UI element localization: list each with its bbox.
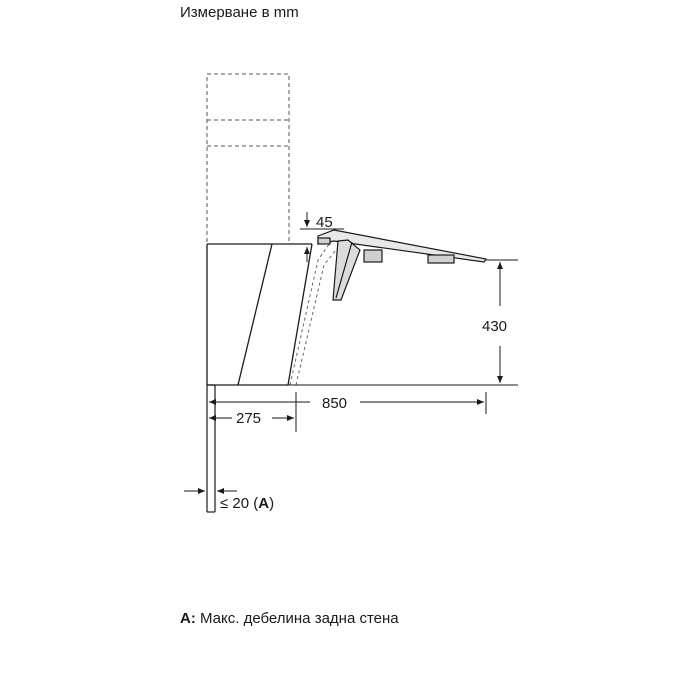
hood-body bbox=[207, 244, 312, 385]
open-glass-panel bbox=[318, 230, 486, 300]
glass-panel-dashed bbox=[290, 240, 340, 385]
dimension-wall-label: ≤ 20 (A) bbox=[220, 495, 275, 512]
footnote bbox=[180, 610, 399, 627]
chimney-outline bbox=[207, 74, 289, 244]
diagram-title: Измерване в mm bbox=[180, 4, 299, 21]
dimension-850-label: 850 bbox=[322, 395, 348, 412]
dimension-275-label: 275 bbox=[236, 410, 262, 427]
dimension-430-label: 430 bbox=[482, 318, 508, 335]
footnote-text: Макс. дебелина задна стена bbox=[200, 610, 399, 627]
dimension-45-label: 45 bbox=[316, 214, 333, 231]
footnote-label: A: bbox=[180, 610, 196, 627]
back-wall bbox=[207, 385, 215, 512]
